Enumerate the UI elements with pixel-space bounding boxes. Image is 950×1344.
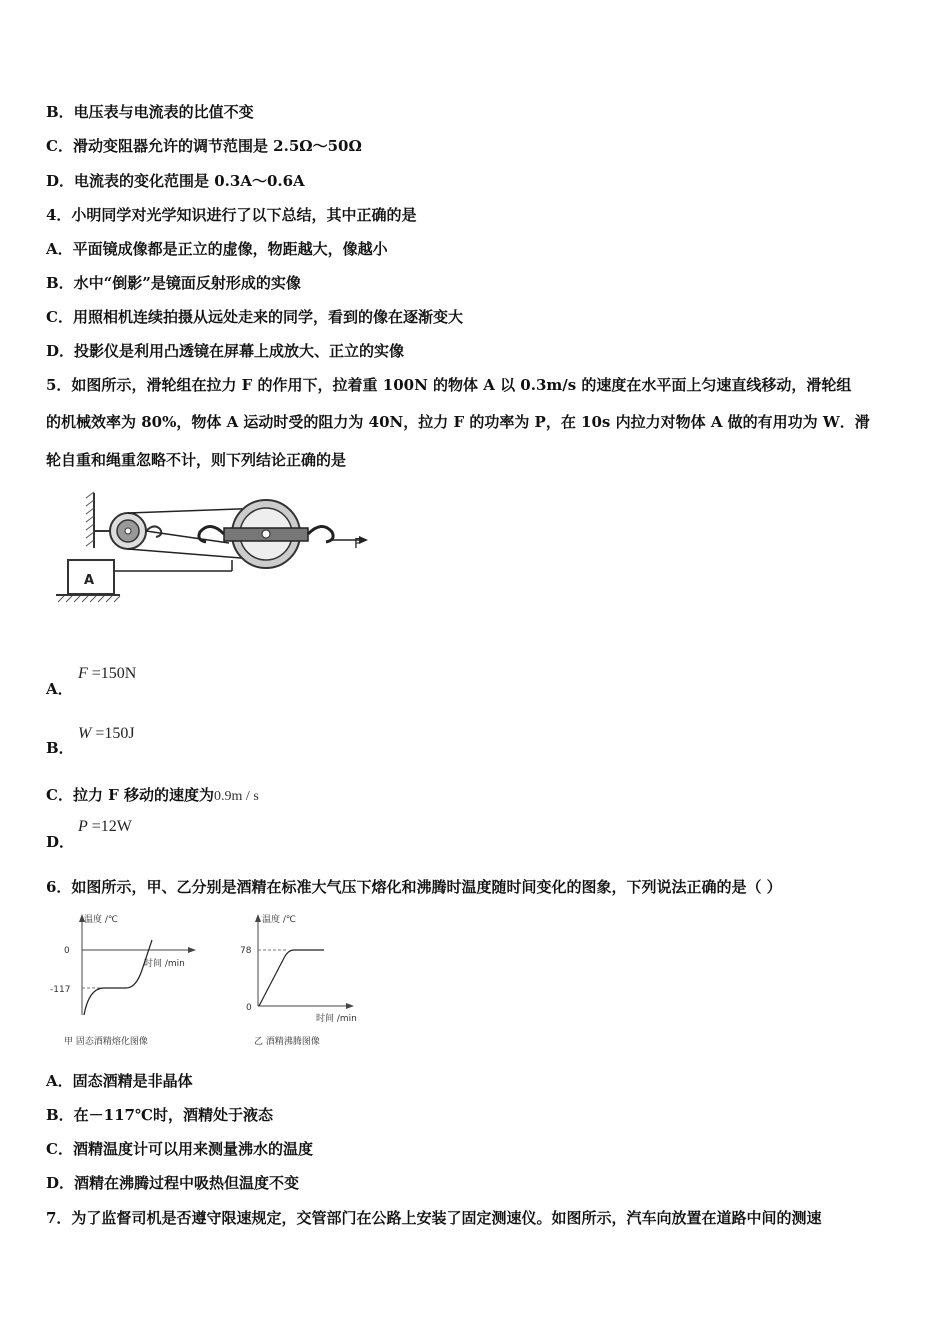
q7-stem: 7．为了监督司机是否遵守限速规定，交管部门在公路上安装了固定测速仪。如图所示，汽车向放置在道路中间的测速	[46, 1209, 822, 1227]
q4-option-b: B．水中“倒影”是镜面反射形成的实像	[46, 274, 301, 292]
graph1-caption: 甲 固态酒精熔化图像	[64, 1037, 148, 1047]
graph2-ylabel: 温度 /℃	[262, 915, 297, 925]
q6-option-a: A．固态酒精是非晶体	[46, 1072, 193, 1090]
boiling-graph	[232, 910, 382, 1052]
q4-stem: 4．小明同学对光学知识进行了以下总结，其中正确的是	[46, 206, 417, 224]
q5-option-a-label: A．	[46, 680, 73, 698]
force-label: F	[354, 537, 362, 552]
q5-option-b-var: W	[78, 725, 92, 742]
graph1-xlabel: 时间 /min	[144, 959, 185, 969]
graph1-ytick-neg117: -117	[50, 985, 71, 995]
q5-option-b-formula	[78, 725, 135, 743]
q5-option-a-var: F	[78, 665, 88, 682]
q6-option-d: D．酒精在沸腾过程中吸热但温度不变	[46, 1174, 300, 1192]
q5-stem-line2: 的机械效率为 80%，物体 A 运动时受的阻力为 40N，拉力 F 的功率为 P，在 10s 内拉力对物体 A 做的有用功为 W．滑	[46, 413, 870, 431]
q3-option-b: B．电压表与电流表的比值不变	[46, 103, 254, 121]
graph1-curve	[84, 940, 152, 1015]
q4-option-a: A．平面镜成像都是正立的虚像，物距越大，像越小	[46, 240, 388, 258]
q6-option-c: C．酒精温度计可以用来测量沸水的温度	[46, 1140, 313, 1158]
graph2-ytick-0: 0	[246, 1003, 252, 1013]
q3-option-c: C．滑动变阻器允许的调节范围是 2.5Ω～50Ω	[46, 137, 362, 155]
q5-option-a-formula	[78, 665, 136, 683]
q5-option-b-val: =150J	[95, 725, 135, 742]
q5-option-d-label: D．	[46, 833, 75, 851]
q5-stem-line1: 5．如图所示，滑轮组在拉力 F 的作用下，拉着重 100N 的物体 A 以 0.3m/s 的速度在水平面上匀速直线移动，滑轮组	[46, 376, 852, 394]
block-a-label: A	[84, 573, 95, 588]
q3-option-d: D．电流表的变化范围是 0.3A～0.6A	[46, 172, 305, 190]
q5-option-c-text: C．拉力 F 移动的速度为	[46, 786, 215, 804]
graph2-xlabel: 时间 /min	[316, 1014, 357, 1024]
q5-option-a-val: =150N	[91, 665, 137, 682]
graph1-ylabel: 温度 /℃	[84, 915, 119, 925]
q6-stem: 6．如图所示，甲、乙分别是酒精在标准大气压下熔化和沸腾时温度随时间变化的图象，下列说法正确的是（ ）	[46, 878, 782, 896]
pulley-figure	[44, 488, 384, 613]
q5-option-d-var: P	[78, 818, 88, 835]
q5-option-c-val: 0.9m / s	[214, 789, 259, 804]
q6-option-b: B．在－117℃时，酒精处于液态	[46, 1106, 273, 1124]
q5-option-c	[46, 785, 910, 807]
q5-option-b-label: B．	[46, 739, 74, 757]
graph2-curve	[259, 950, 324, 1006]
graph1-ytick-0: 0	[64, 946, 70, 956]
q4-option-d: D．投影仪是利用凸透镜在屏幕上成放大、正立的实像	[46, 342, 405, 360]
q5-option-d-val: =12W	[91, 818, 132, 835]
melting-graph	[44, 910, 204, 1052]
q5-option-d-formula	[78, 818, 132, 836]
graph2-caption: 乙 酒精沸腾图像	[254, 1037, 320, 1047]
graph2-ytick-78: 78	[240, 946, 252, 956]
q4-option-c: C．用照相机连续拍摄从远处走来的同学，看到的像在逐渐变大	[46, 308, 463, 326]
q5-stem-line3: 轮自重和绳重忽略不计，则下列结论正确的是	[46, 451, 347, 469]
